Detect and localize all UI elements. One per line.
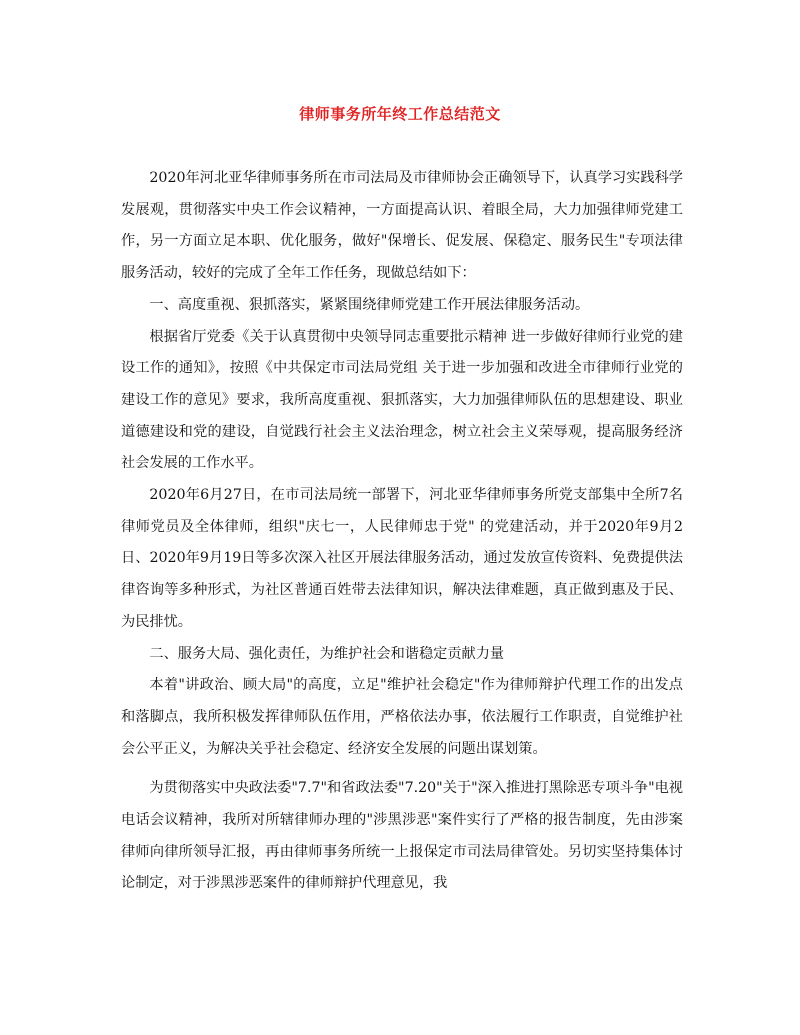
paragraph-activities: 2020年6月27日，在市司法局统一部署下，河北亚华律师事务所党支部集中全所7名律师党员及全体律师，组织"庆七一，人民律师忠于党" 的党建活动，并于2020年9月2日、2020年9月19日等多次深入社区开展法律服务活动，通过发放宣传资料、免费提供法律咨询等多种形式，为社区普通百姓带去法律知识，解决法律难题，真正做到惠及于民、为民排忧。	[121, 487, 683, 630]
document-body	[121, 163, 683, 900]
paragraph-party-building: 根据省厅党委《关于认真贯彻中央领导同志重要批示精神 进一步做好律师行业党的建设工作的通知》，按照《中共保定市司法局党组 关于进一步加强和改进全市律师行业党的建设工作的意见》要求，我所高度重视、狠抓落实，大力加强律师队伍的思想建设、职业道德建设和党的建设，自觉践行社会主义法治理念，树立社会主义荣辱观，提高服务经济社会发展的工作水平。	[121, 328, 683, 472]
paragraph-anti-crime: 为贯彻落实中央政法委"7.7"和省政法委"7.20"关于"深入推进打黑除恶专项斗争"电视电话会议精神，我所对所辖律师办理的"涉黑涉恶"案件实行了严格的报告制度，先由涉案律师向律所领导汇报，再由律师事务所统一上报保定市司法局律管处。另切实坚持集体讨论制定，对于涉黑涉恶案件的律师辩护代理意见，我	[121, 780, 683, 892]
paragraph-intro: 2020年河北亚华律师事务所在市司法局及市律师协会正确领导下，认真学习实践科学发展观，贯彻落实中央工作会议精神，一方面提高认识、着眼全局，大力加强律师党建工作，另一方面立足本职、优化服务，做好"保增长、促发展、保稳定、服务民生"专项法律服务活动，较好的完成了全年工作任务，现做总结如下：	[121, 170, 683, 282]
section-heading-2: 二、服务大局、强化责任，为维护社会和谐稳定贡献力量	[149, 645, 505, 662]
document-title: 律师事务所年终工作总结范文	[299, 105, 501, 123]
section-heading-1: 一、高度重视、狠抓落实，紧紧围绕律师党建工作开展法律服务活动。	[149, 296, 590, 313]
paragraph-stability: 本着"讲政治、顾大局"的高度，立足"维护社会稳定"作为律师辩护代理工作的出发点和落脚点，我所积极发挥律师队伍作用，严格依法办事，依法履行工作职责，自觉维护社会公平正义，为解决关乎社会稳定、经济安全发展的问题出谋划策。	[121, 677, 683, 757]
